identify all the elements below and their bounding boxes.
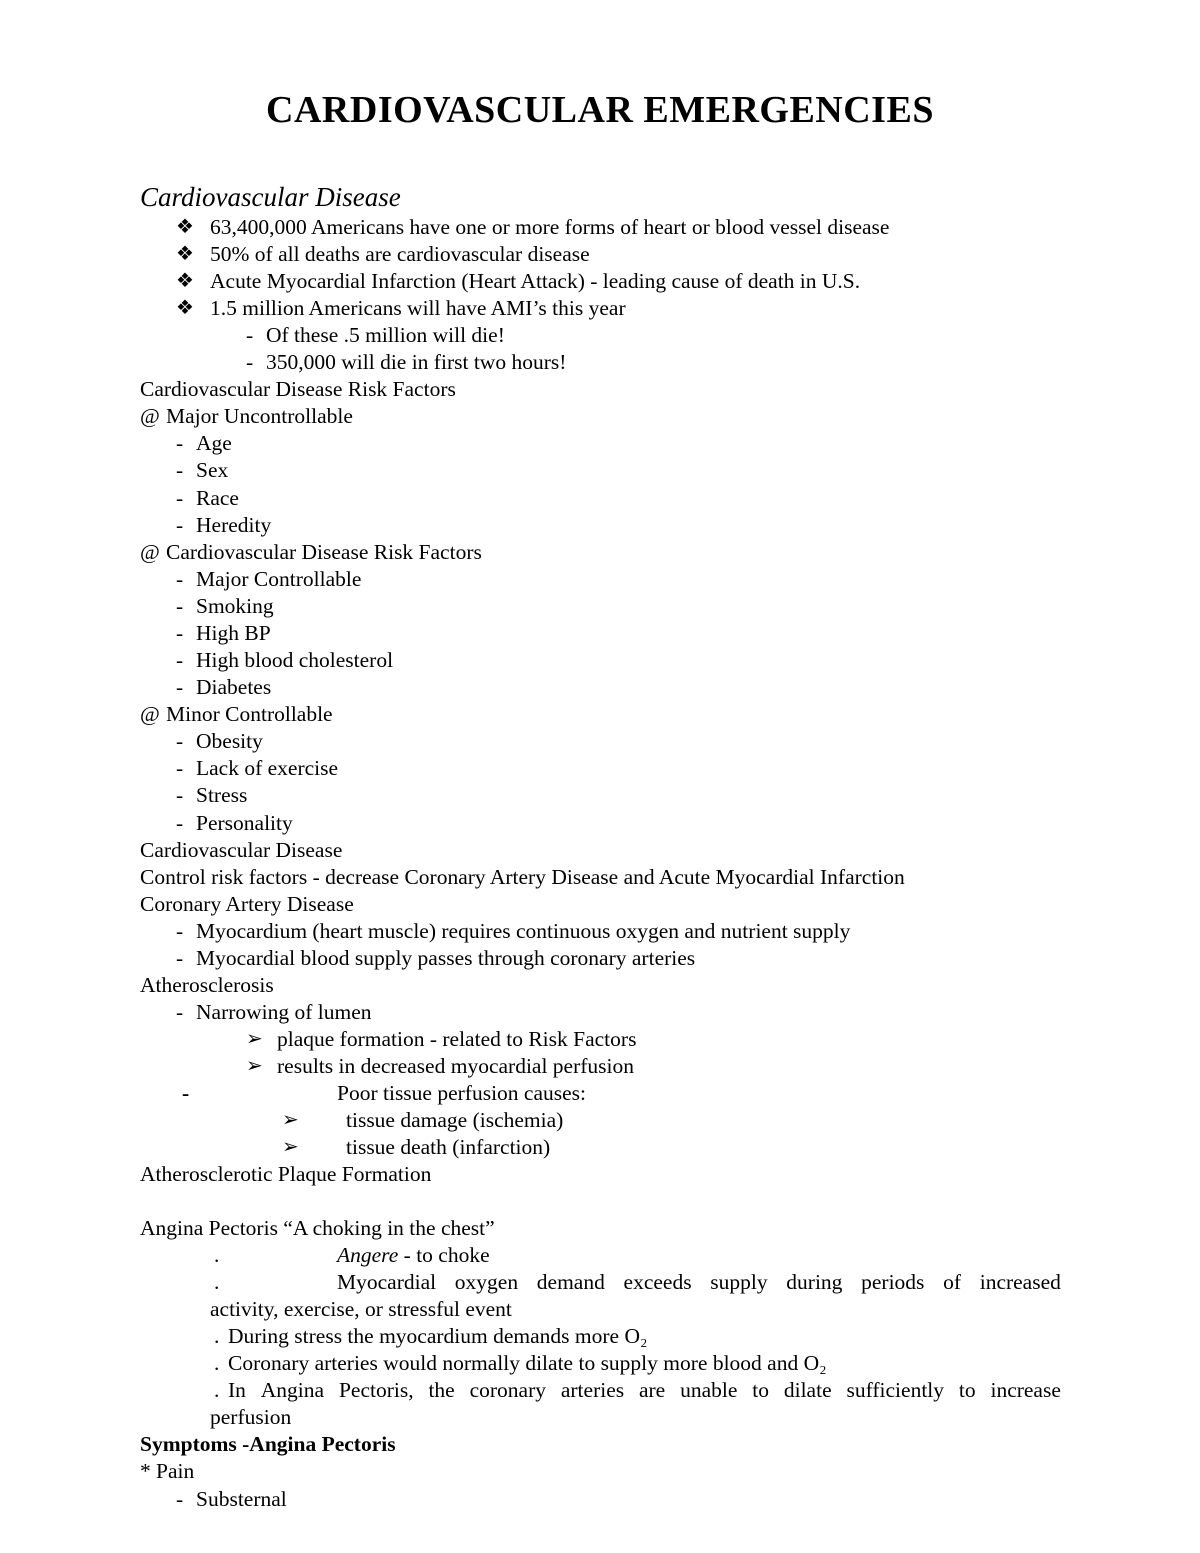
list-item: Poor tissue perfusion causes: [337,1081,587,1105]
diamond-bullet-icon: ❖ [176,270,194,292]
star-bullet-icon: * [140,1459,151,1483]
list-subitem: results in decreased myocardial perfusion [277,1054,635,1078]
demand-line-2: activity, exercise, or stressful event [210,1297,512,1321]
cvd-line: Cardiovascular Disease [140,838,343,862]
list-item: Myocardial blood supply passes through coronary arteries [196,946,696,970]
athero-heading: Atherosclerosis [140,973,274,997]
section-heading: Cardiovascular Disease [140,182,401,212]
angina-line-1: In Angina Pectoris, the coronary arteries are unable to dilate sufficiently to increase [228,1378,1061,1402]
dash-bullet-icon: - [176,729,184,753]
list-item: Diabetes [196,675,272,699]
list-item: Myocardium (heart muscle) requires continuous oxygen and nutrient supply [196,919,851,943]
angere-word: Angere [337,1243,399,1267]
dash-bullet-icon: - [176,621,184,645]
dash-bullet-icon: - [182,1081,190,1105]
stat-item: 1.5 million Americans will have AMI’s this year [210,296,626,320]
list-subitem: tissue damage (ischemia) [346,1108,564,1132]
dash-bullet-icon: - [176,675,184,699]
page-title: CARDIOVASCULAR EMERGENCIES [266,89,934,131]
dash-bullet-icon: - [176,756,184,780]
dash-bullet-icon: - [176,783,184,807]
pain-label: Pain [156,1459,195,1483]
at-bullet-icon: @ [140,540,160,564]
dash-bullet-icon: - [176,1000,184,1024]
dash-bullet-icon: - [176,594,184,618]
dot-bullet-icon: . [214,1378,220,1402]
diamond-bullet-icon: ❖ [176,297,194,319]
dash-bullet-icon: - [246,350,254,374]
plaque-heading: Atherosclerotic Plaque Formation [140,1162,432,1186]
dot-bullet-icon: . [214,1243,220,1267]
at-bullet-icon: @ [140,702,160,726]
group-label: Cardiovascular Disease Risk Factors [166,540,482,564]
list-item: Substernal [196,1487,287,1511]
at-bullet-icon: @ [140,404,160,428]
diamond-bullet-icon: ❖ [176,243,194,265]
list-item: Major Controllable [196,567,362,591]
cad-heading: Coronary Artery Disease [140,892,354,916]
dot-bullet-icon: . [214,1270,220,1294]
group-label: Major Uncontrollable [166,404,353,428]
angina-line-2: perfusion [210,1405,292,1429]
arrow-bullet-icon: ➢ [246,1028,263,1050]
dash-bullet-icon: - [246,323,254,347]
dash-bullet-icon: - [176,486,184,510]
dash-bullet-icon: - [176,919,184,943]
list-item: Smoking [196,594,274,618]
dot-bullet-icon: . [214,1324,220,1348]
symptoms-heading: Symptoms -Angina Pectoris [140,1432,396,1456]
angere-line [337,1242,490,1269]
group-label: Minor Controllable [166,702,333,726]
list-item: Sex [196,458,229,482]
diamond-bullet-icon: ❖ [176,216,194,238]
dash-bullet-icon: - [176,567,184,591]
stat-item: 50% of all deaths are cardiovascular disease [210,242,590,266]
list-item: Narrowing of lumen [196,1000,372,1024]
dash-bullet-icon: - [176,458,184,482]
angina-heading: Angina Pectoris “A choking in the chest” [140,1216,495,1240]
list-item: High blood cholesterol [196,648,394,672]
dash-bullet-icon: - [176,946,184,970]
dash-bullet-icon: - [176,513,184,537]
list-subitem: plaque formation - related to Risk Factors [277,1027,637,1051]
list-item: Lack of exercise [196,756,339,780]
arrow-bullet-icon: ➢ [246,1055,263,1077]
list-item: Stress [196,783,248,807]
angere-definition: - to choke [398,1243,490,1267]
arrow-bullet-icon: ➢ [282,1109,299,1131]
list-item: Obesity [196,729,263,753]
dash-bullet-icon: - [176,811,184,835]
list-subitem: tissue death (infarction) [346,1135,551,1159]
stat-item: 63,400,000 Americans have one or more forms of heart or blood vessel disease [210,215,890,239]
stat-item: Acute Myocardial Infarction (Heart Attack) - leading cause of death in U.S. [210,269,861,293]
stat-subitem: 350,000 will die in first two hours! [266,350,567,374]
list-item: Heredity [196,513,272,537]
list-item: High BP [196,621,271,645]
dilate-line: Coronary arteries would normally dilate to supply more blood and O₂ [228,1351,827,1375]
dash-bullet-icon: - [176,1487,184,1511]
list-item: Age [196,431,232,455]
stress-line: During stress the myocardium demands more O₂ [228,1324,648,1348]
stat-subitem: Of these .5 million will die! [266,323,505,347]
dash-bullet-icon: - [176,648,184,672]
demand-line-1: Myocardial oxygen demand exceeds supply during periods of increased [337,1270,1061,1294]
list-item: Personality [196,811,293,835]
dot-bullet-icon: . [214,1351,220,1375]
risk-heading: Cardiovascular Disease Risk Factors [140,377,456,401]
arrow-bullet-icon: ➢ [282,1136,299,1158]
dash-bullet-icon: - [176,431,184,455]
control-line: Control risk factors - decrease Coronary Artery Disease and Acute Myocardial Infarction [140,865,905,889]
list-item: Race [196,486,239,510]
